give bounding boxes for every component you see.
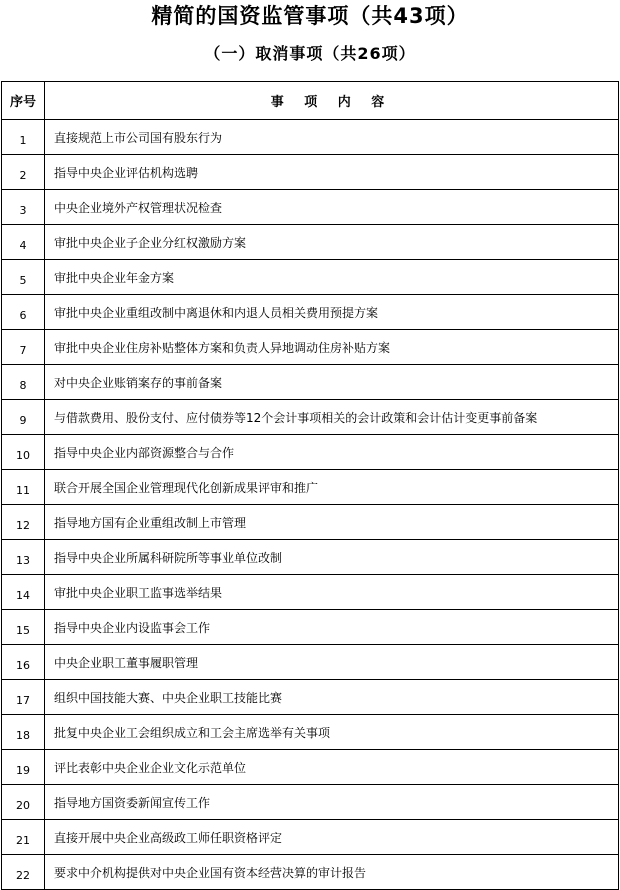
row-item-text: 直接开展中央企业高级政工师任职资格评定 — [45, 820, 619, 855]
items-table — [1, 81, 619, 890]
table-row — [2, 855, 619, 890]
table-row — [2, 715, 619, 750]
row-number: 10 — [2, 435, 45, 470]
table-row — [2, 365, 619, 400]
row-item-text: 要求中介机构提供对中央企业国有资本经营决算的审计报告 — [45, 855, 619, 890]
table-row — [2, 260, 619, 295]
row-number: 9 — [2, 400, 45, 435]
table-row — [2, 155, 619, 190]
row-number: 18 — [2, 715, 45, 750]
row-number: 16 — [2, 645, 45, 680]
row-number: 21 — [2, 820, 45, 855]
row-item-text: 对中央企业账销案存的事前备案 — [45, 365, 619, 400]
row-number: 5 — [2, 260, 45, 295]
row-item-text: 中央企业职工董事履职管理 — [45, 645, 619, 680]
table-row — [2, 750, 619, 785]
header-content: 事 项 内 容 — [45, 82, 619, 120]
table-row — [2, 190, 619, 225]
table-row — [2, 400, 619, 435]
section-subtitle: （一）取消事项（共26项） — [204, 44, 416, 63]
row-item-text: 指导地方国资委新闻宣传工作 — [45, 785, 619, 820]
row-item-text: 审批中央企业住房补贴整体方案和负责人异地调动住房补贴方案 — [45, 330, 619, 365]
row-item-text: 与借款费用、股份支付、应付债券等12个会计事项相关的会计政策和会计估计变更事前备案 — [45, 400, 619, 435]
table-header-row — [2, 82, 619, 120]
row-item-text: 指导中央企业内设监事会工作 — [45, 610, 619, 645]
table-row — [2, 680, 619, 715]
table-row — [2, 505, 619, 540]
header-seq: 序号 — [2, 82, 45, 120]
row-number: 12 — [2, 505, 45, 540]
table-row — [2, 645, 619, 680]
row-number: 19 — [2, 750, 45, 785]
row-number: 2 — [2, 155, 45, 190]
table-row — [2, 295, 619, 330]
row-number: 6 — [2, 295, 45, 330]
row-number: 15 — [2, 610, 45, 645]
row-item-text: 联合开展全国企业管理现代化创新成果评审和推广 — [45, 470, 619, 505]
row-number: 8 — [2, 365, 45, 400]
row-item-text: 审批中央企业重组改制中离退休和内退人员相关费用预提方案 — [45, 295, 619, 330]
row-item-text: 指导中央企业评估机构选聘 — [45, 155, 619, 190]
table-row — [2, 120, 619, 155]
row-number: 4 — [2, 225, 45, 260]
row-number: 17 — [2, 680, 45, 715]
row-item-text: 直接规范上市公司国有股东行为 — [45, 120, 619, 155]
table-row — [2, 330, 619, 365]
table-row — [2, 225, 619, 260]
table-row — [2, 470, 619, 505]
row-item-text: 组织中国技能大赛、中央企业职工技能比赛 — [45, 680, 619, 715]
row-number: 7 — [2, 330, 45, 365]
row-number: 11 — [2, 470, 45, 505]
row-item-text: 审批中央企业子企业分红权激励方案 — [45, 225, 619, 260]
table-row — [2, 435, 619, 470]
table-row — [2, 785, 619, 820]
row-number: 22 — [2, 855, 45, 890]
row-item-text: 评比表彰中央企业企业文化示范单位 — [45, 750, 619, 785]
row-number: 13 — [2, 540, 45, 575]
row-item-text: 中央企业境外产权管理状况检查 — [45, 190, 619, 225]
table-row — [2, 540, 619, 575]
row-number: 1 — [2, 120, 45, 155]
row-item-text: 审批中央企业年金方案 — [45, 260, 619, 295]
row-item-text: 指导地方国有企业重组改制上市管理 — [45, 505, 619, 540]
row-item-text: 指导中央企业所属科研院所等事业单位改制 — [45, 540, 619, 575]
row-item-text: 指导中央企业内部资源整合与合作 — [45, 435, 619, 470]
table-row — [2, 575, 619, 610]
table-body — [2, 120, 619, 890]
row-number: 20 — [2, 785, 45, 820]
row-number: 3 — [2, 190, 45, 225]
row-item-text: 批复中央企业工会组织成立和工会主席选举有关事项 — [45, 715, 619, 750]
table-row — [2, 820, 619, 855]
row-number: 14 — [2, 575, 45, 610]
table-row — [2, 610, 619, 645]
document-title: 精简的国资监管事项（共43项） — [151, 4, 469, 28]
row-item-text: 审批中央企业职工监事选举结果 — [45, 575, 619, 610]
